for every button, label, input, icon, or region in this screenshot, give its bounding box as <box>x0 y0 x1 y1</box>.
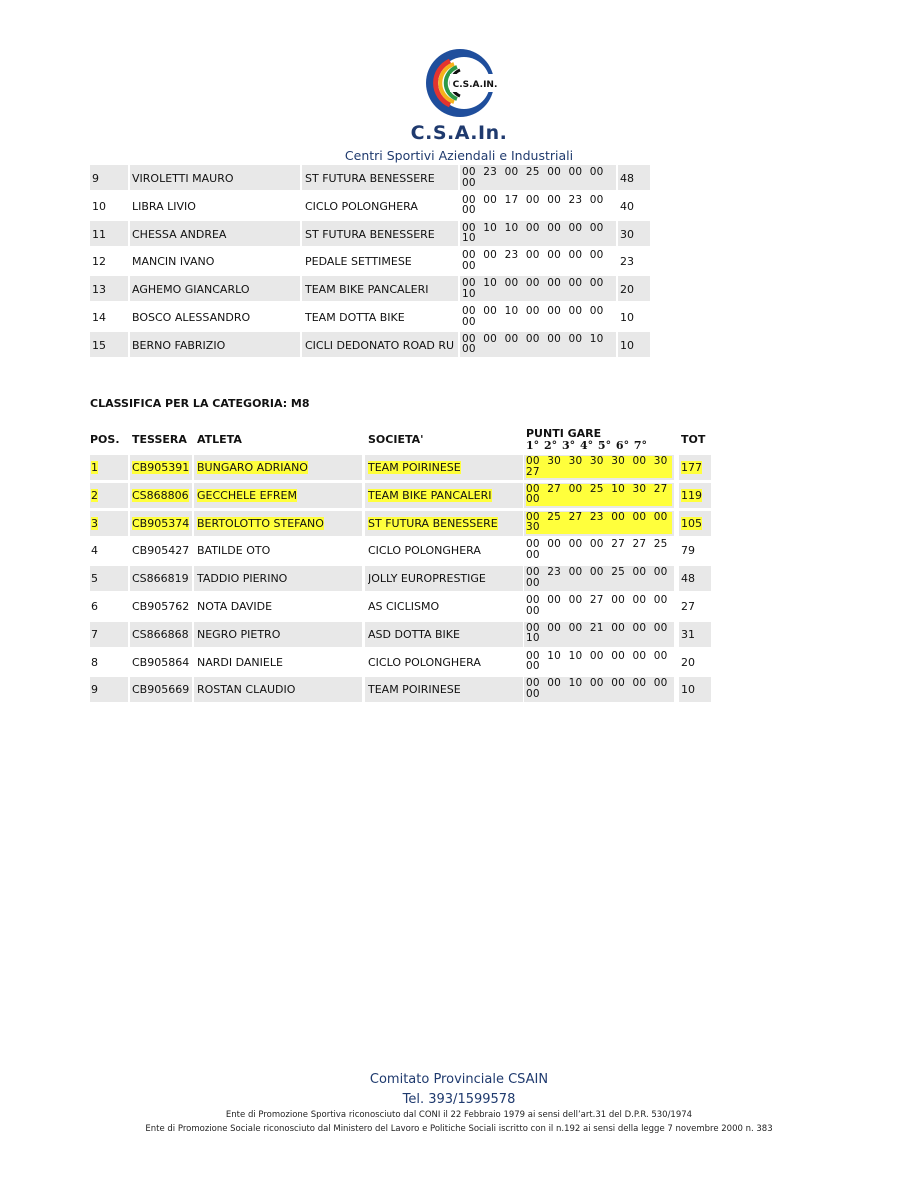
athlete-cell: BATILDE OTO <box>197 544 271 558</box>
card-cell: CB905374 <box>132 516 190 530</box>
team-cell: ST FUTURA BENESSERE <box>305 172 435 185</box>
tot-cell: 40 <box>620 199 634 213</box>
team-cell: TEAM POIRINESE <box>368 683 461 697</box>
pos-cell: 13 <box>92 283 106 297</box>
athlete-cell: CHESSA ANDREA <box>132 227 227 241</box>
points-cell: 00 00 00 00 00 00 10 00 <box>462 333 604 356</box>
tot-cell: 30 <box>620 227 634 241</box>
pos-cell: 3 <box>91 516 98 530</box>
pos-cell: 2 <box>91 488 98 502</box>
header-card: TESSERA <box>132 433 187 446</box>
tot-cell: 10 <box>620 311 634 324</box>
pos-cell: 12 <box>92 255 106 269</box>
pos-cell: 7 <box>91 627 98 641</box>
team-cell: CICLO POLONGHERA <box>368 544 481 558</box>
header-team: SOCIETA' <box>368 433 424 446</box>
points-cell: 00 00 10 00 00 00 00 00 <box>526 678 668 700</box>
team-cell: AS CICLISMO <box>368 600 440 613</box>
points-cell: 00 23 00 25 00 00 00 00 <box>462 167 604 189</box>
points-cell: 00 27 00 25 10 30 27 00 <box>526 484 672 506</box>
points-cell: 00 10 00 00 00 00 00 10 <box>462 278 604 300</box>
points-cell: 00 00 00 27 00 00 00 00 <box>526 595 668 617</box>
card-cell: CS866868 <box>132 627 189 641</box>
athlete-cell: BERTOLOTTO STEFANO <box>197 516 324 530</box>
pos-cell: 9 <box>92 172 99 185</box>
tot-cell: 27 <box>681 600 695 613</box>
pos-cell: 8 <box>91 655 98 669</box>
team-cell: TEAM BIKE PANCALERI <box>305 283 429 297</box>
header-tot: TOT <box>681 433 706 446</box>
tot-cell: 20 <box>681 655 695 669</box>
pos-cell: 5 <box>91 572 98 586</box>
points-cell: 00 23 00 00 25 00 00 00 <box>526 567 668 589</box>
athlete-cell: AGHEMO GIANCARLO <box>132 283 250 297</box>
card-cell: CB905427 <box>132 544 190 558</box>
card-cell: CS866819 <box>132 572 189 586</box>
tot-cell: 20 <box>620 283 634 297</box>
tot-cell: 31 <box>681 627 695 641</box>
athlete-cell: NEGRO PIETRO <box>197 627 281 641</box>
points-cell: 00 10 10 00 00 00 00 10 <box>462 222 604 245</box>
athlete-cell: NARDI DANIELE <box>197 655 283 669</box>
footer-note-social: Ente di Promozione Sociale riconosciuto dal Ministero del Lavoro e Politiche Sociali iscritto con il n.192 ai sensi della legge 7 novembre 2000 n. 383 <box>145 1124 773 1134</box>
category-title: CLASSIFICA PER LA CATEGORIA: M8 <box>90 397 310 410</box>
athlete-cell: BOSCO ALESSANDRO <box>132 311 251 324</box>
team-cell: TEAM BIKE PANCALERI <box>368 488 492 502</box>
points-cell: 00 00 00 21 00 00 00 10 <box>526 622 668 645</box>
team-cell: ASD DOTTA BIKE <box>368 627 460 641</box>
header-points: PUNTI GARE <box>526 427 602 440</box>
points-cell: 00 00 10 00 00 00 00 00 <box>462 306 604 328</box>
card-cell: CS868806 <box>132 488 189 502</box>
team-cell: PEDALE SETTIMESE <box>305 255 412 269</box>
footer-note-sport: Ente di Promozione Sportiva riconosciuto dal CONI il 22 Febbraio 1979 ai sensi dell’art.31 del D.P.R. 530/1974 <box>225 1110 693 1120</box>
team-cell: ST FUTURA BENESSERE <box>368 516 498 530</box>
logo-text: C.S.A.IN. <box>452 80 498 90</box>
card-cell: CB905391 <box>132 461 190 474</box>
pos-cell: 4 <box>91 544 98 558</box>
athlete-cell: BUNGARO ADRIANO <box>197 461 308 474</box>
athlete-cell: ROSTAN CLAUDIO <box>197 683 296 697</box>
pos-cell: 11 <box>92 227 106 241</box>
points-cell: 00 00 23 00 00 00 00 00 <box>462 250 604 272</box>
athlete-cell: GECCHELE EFREM <box>197 488 297 502</box>
athlete-cell: NOTA DAVIDE <box>197 600 273 613</box>
points-cell: 00 30 30 30 30 00 30 27 <box>526 456 672 478</box>
team-cell: TEAM DOTTA BIKE <box>305 311 405 324</box>
pos-cell: 15 <box>92 338 106 352</box>
team-cell: CICLO POLONGHERA <box>368 655 481 669</box>
tot-cell: 119 <box>681 488 702 502</box>
team-cell: TEAM POIRINESE <box>368 461 461 474</box>
csain-logo <box>420 48 502 118</box>
header-pos: POS. <box>90 433 120 446</box>
athlete-cell: TADDIO PIERINO <box>197 572 288 586</box>
card-cell: CB905762 <box>132 600 190 613</box>
athlete-cell: BERNO FABRIZIO <box>132 338 226 352</box>
points-cell: 00 10 10 00 00 00 00 00 <box>526 650 668 673</box>
header-athlete: ATLETA <box>197 433 242 446</box>
team-cell: JOLLY EUROPRESTIGE <box>368 572 486 586</box>
brand-name: C.S.A.In. <box>410 122 508 144</box>
pos-cell: 1 <box>91 461 98 474</box>
tot-cell: 105 <box>681 516 702 530</box>
tot-cell: 23 <box>620 255 634 269</box>
tot-cell: 10 <box>620 338 634 352</box>
tot-cell: 10 <box>681 683 695 697</box>
pos-cell: 10 <box>92 199 106 213</box>
tot-cell: 48 <box>620 172 634 185</box>
tot-cell: 48 <box>681 572 695 586</box>
athlete-cell: MANCIN IVANO <box>132 255 215 269</box>
athlete-cell: VIROLETTI MAURO <box>132 172 234 185</box>
footer-phone: Tel. 393/1599578 <box>402 1092 516 1107</box>
athlete-cell: LIBRA LIVIO <box>132 199 196 213</box>
points-cell: 00 25 27 23 00 00 00 30 <box>526 512 672 534</box>
card-cell: CB905864 <box>132 655 190 669</box>
team-cell: CICLO POLONGHERA <box>305 199 418 213</box>
footer-committee: Comitato Provinciale CSAIN <box>369 1072 549 1087</box>
tot-cell: 79 <box>681 544 695 558</box>
team-cell: CICLI DEDONATO ROAD RU <box>305 338 455 352</box>
team-cell: ST FUTURA BENESSERE <box>305 227 435 241</box>
tot-cell: 177 <box>681 461 702 474</box>
pos-cell: 9 <box>91 683 98 697</box>
pos-cell: 14 <box>92 311 106 324</box>
points-cell: 00 00 17 00 00 23 00 00 <box>462 194 604 217</box>
pos-cell: 6 <box>91 600 98 613</box>
card-cell: CB905669 <box>132 683 190 697</box>
points-cell: 00 00 00 00 27 27 25 00 <box>526 539 668 561</box>
brand-subtitle: Centri Sportivi Aziendali e Industriali <box>344 148 574 163</box>
header-points-nums: 1° 2° 3° 4° 5° 6° 7° <box>526 439 648 452</box>
